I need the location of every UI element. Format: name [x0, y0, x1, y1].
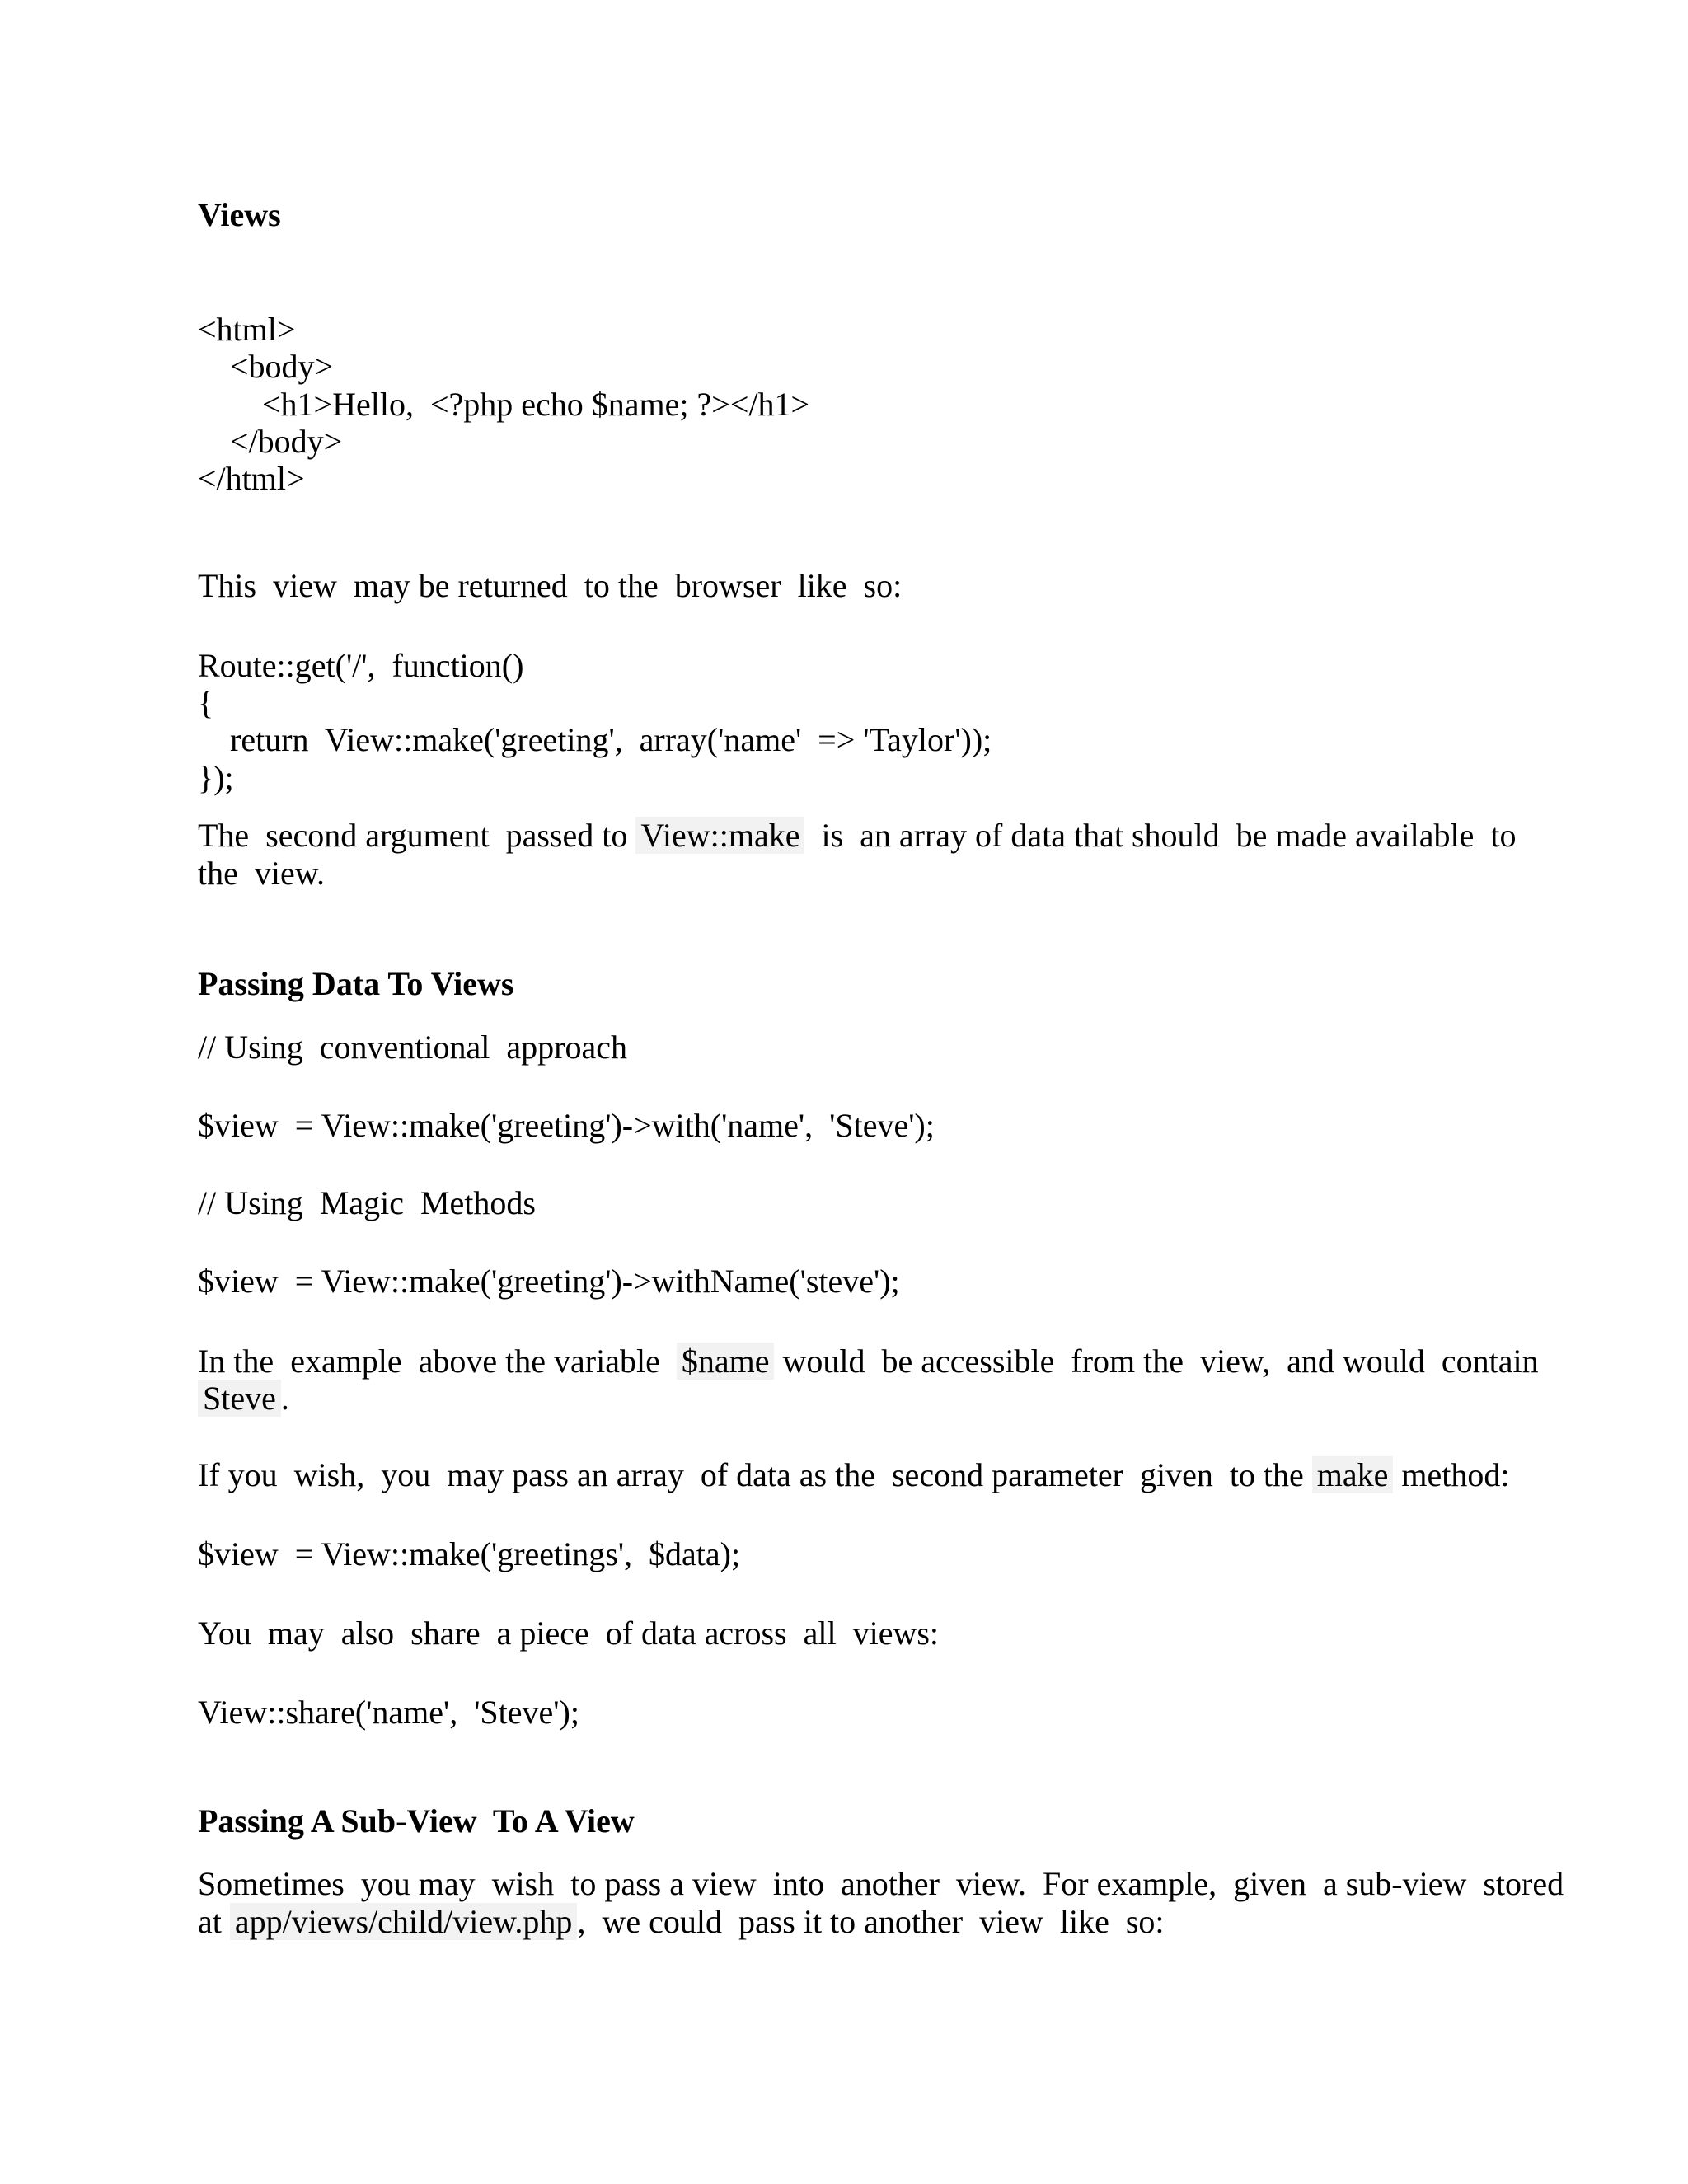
code-line: $view = View::make('greeting')->withName('steve'); — [198, 1263, 900, 1300]
code-line: </body> — [230, 423, 343, 460]
inline-code: $name — [677, 1343, 775, 1380]
paragraph-share-intro: You may also share a piece of data across all views: — [198, 1615, 940, 1652]
code-line: { — [198, 684, 214, 721]
inline-code: Steve — [198, 1380, 281, 1417]
code-line: Route::get('/', function() — [198, 647, 524, 684]
text: would be accessible from the view, and would contain — [774, 1343, 1539, 1380]
code-line: $view = View::make('greeting')->with('name', 'Steve'); — [198, 1107, 935, 1144]
paragraph-second-argument — [198, 816, 1516, 855]
code-line: return View::make('greeting', array('name' => 'Taylor')); — [230, 721, 992, 758]
paragraph-second-argument-cont: the view. — [198, 855, 326, 892]
text: If you wish, you may pass an array of data as the second parameter given to the — [198, 1456, 1312, 1493]
code-line: $view = View::make('greetings', $data); — [198, 1535, 741, 1572]
paragraph-wish — [198, 1455, 1510, 1495]
inline-code: View::make — [635, 817, 804, 854]
section-heading-views: Views — [198, 196, 281, 233]
paragraph-subview: Sometimes you may wish to pass a view into another view. For example, given a sub-view stored — [198, 1865, 1564, 1902]
paragraph-example-cont — [198, 1379, 289, 1418]
section-heading-subview: Passing A Sub-View To A View — [198, 1802, 635, 1840]
code-line: </html> — [198, 460, 305, 497]
code-comment: // Using Magic Methods — [198, 1184, 536, 1221]
paragraph-subview-cont — [198, 1902, 1165, 1942]
text: is an array of data that should be made available to — [804, 817, 1517, 854]
code-comment: // Using conventional approach — [198, 1029, 627, 1066]
paragraph-return-intro: This view may be returned to the browser like so: — [198, 567, 903, 604]
text: at — [198, 1903, 230, 1940]
section-heading-passing-data: Passing Data To Views — [198, 965, 514, 1002]
text: The second argument passed to — [198, 817, 636, 854]
inline-code: make — [1312, 1456, 1394, 1493]
text: In the example above the variable — [198, 1343, 677, 1380]
code-line: View::share('name', 'Steve'); — [198, 1694, 579, 1731]
code-line: <h1>Hello, <?php echo $name; ?></h1> — [262, 386, 810, 423]
text: method: — [1393, 1456, 1510, 1493]
inline-code: app/views/child/view.php — [230, 1903, 578, 1940]
code-line: }); — [198, 759, 234, 796]
code-line: <html> — [198, 311, 296, 348]
paragraph-example — [198, 1342, 1539, 1381]
code-line: <body> — [230, 348, 334, 385]
text: . — [280, 1380, 289, 1417]
text: , we could pass it to another view like so: — [577, 1903, 1165, 1940]
